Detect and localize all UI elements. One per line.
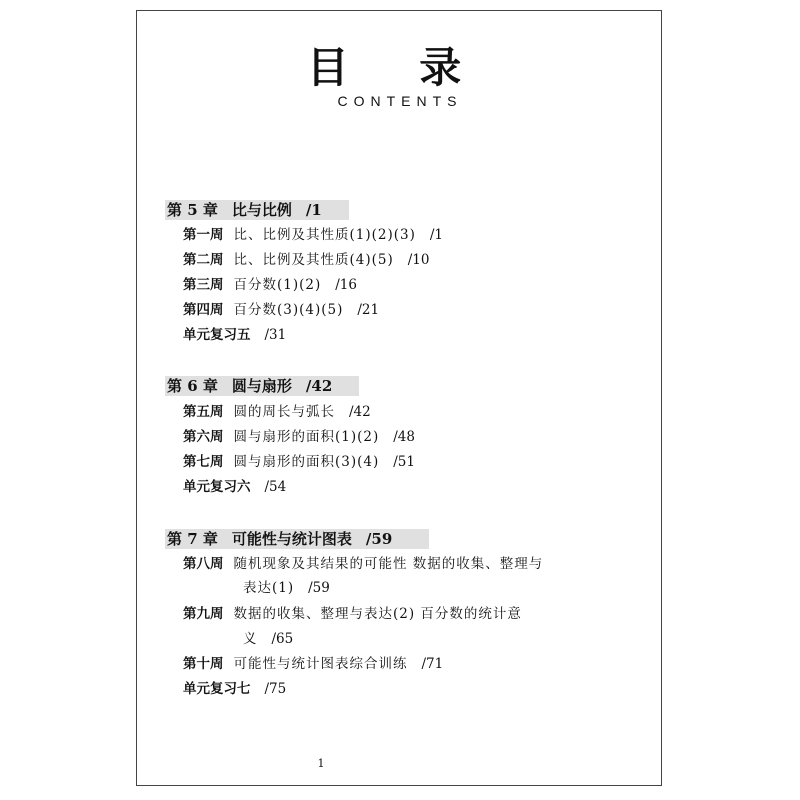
entry-page: /71 xyxy=(421,656,444,672)
entry-topic: 比、比例及其性质(1)(2)(3) xyxy=(233,227,416,243)
entry-topic: 百分数(3)(4)(5) xyxy=(233,302,344,318)
toc-entry-continuation xyxy=(243,577,330,599)
entry-topic: 圆与扇形的面积(1)(2) xyxy=(233,429,380,445)
entry-topic: 圆的周长与弧长 xyxy=(233,404,335,420)
toc-entry xyxy=(183,401,371,423)
entry-topic: 数据的收集、整理与表达(2) 百分数的统计意 xyxy=(233,606,522,622)
entry-page: /21 xyxy=(357,302,380,318)
entry-page: /54 xyxy=(264,479,287,495)
page-subtitle: CONTENTS xyxy=(337,93,463,109)
entry-week: 第二周 xyxy=(183,252,224,268)
chapter-name: 比与比例 xyxy=(231,201,292,219)
entry-topic: 可能性与统计图表综合训练 xyxy=(233,656,408,672)
entry-week: 单元复习六 xyxy=(183,479,251,495)
toc-entry-review xyxy=(183,678,286,700)
toc-entry xyxy=(183,553,543,575)
toc-entry xyxy=(183,426,415,448)
entry-week: 第七周 xyxy=(183,454,224,470)
entry-topic: 比、比例及其性质(4)(5) xyxy=(233,252,394,268)
page-title: 目 录 xyxy=(306,43,490,92)
toc-entry xyxy=(183,451,415,473)
entry-week: 第三周 xyxy=(183,277,224,293)
entry-week: 单元复习七 xyxy=(183,681,251,697)
chapter-number: 第 7 章 xyxy=(167,530,218,548)
entry-topic: 随机现象及其结果的可能性 数据的收集、整理与 xyxy=(233,556,544,572)
entry-topic: 圆与扇形的面积(3)(4) xyxy=(233,454,380,470)
entry-week: 第六周 xyxy=(183,429,224,445)
toc-page xyxy=(136,10,662,786)
toc-entry xyxy=(183,603,522,625)
entry-page: /16 xyxy=(335,277,357,293)
entry-page: /51 xyxy=(393,454,415,470)
chapter-number: 第 6 章 xyxy=(167,377,218,395)
entry-topic-continued: 义 xyxy=(243,631,258,647)
entry-week: 第十周 xyxy=(183,656,224,672)
toc-entry-review xyxy=(183,476,286,498)
toc-entry-review xyxy=(183,324,286,346)
toc-entry-continuation xyxy=(243,628,293,650)
entry-week: 第九周 xyxy=(183,606,224,622)
chapter-page: /59 xyxy=(365,530,393,548)
entry-week: 第八周 xyxy=(183,556,224,572)
toc-entry xyxy=(183,224,443,246)
toc-entry xyxy=(183,299,379,321)
entry-page: /42 xyxy=(349,404,371,420)
entry-week: 第一周 xyxy=(183,227,224,243)
entry-week: 第四周 xyxy=(183,302,224,318)
entry-topic: 百分数(1)(2) xyxy=(233,277,322,293)
entry-page: /65 xyxy=(271,631,294,647)
entry-week: 单元复习五 xyxy=(183,327,251,343)
chapter-page: /42 xyxy=(305,377,333,395)
entry-topic-continued: 表达(1) xyxy=(243,580,295,596)
chapter-page: /1 xyxy=(305,201,322,219)
entry-page: /10 xyxy=(407,252,430,268)
entry-page: /75 xyxy=(264,681,287,697)
entry-page: /59 xyxy=(308,580,330,596)
entry-week: 第五周 xyxy=(183,404,224,420)
chapter-name: 圆与扇形 xyxy=(231,377,292,395)
entry-page: /1 xyxy=(429,227,444,243)
chapter-number: 第 5 章 xyxy=(167,201,218,219)
chapter-heading xyxy=(165,529,429,549)
chapter-name: 可能性与统计图表 xyxy=(231,530,352,548)
toc-entry xyxy=(183,274,357,296)
toc-entry xyxy=(183,653,443,675)
page-number: 1 xyxy=(317,757,325,770)
entry-page: /48 xyxy=(393,429,415,445)
chapter-heading xyxy=(165,376,359,396)
toc-entry xyxy=(183,249,429,271)
entry-page: /31 xyxy=(264,327,287,343)
chapter-heading xyxy=(165,200,349,220)
